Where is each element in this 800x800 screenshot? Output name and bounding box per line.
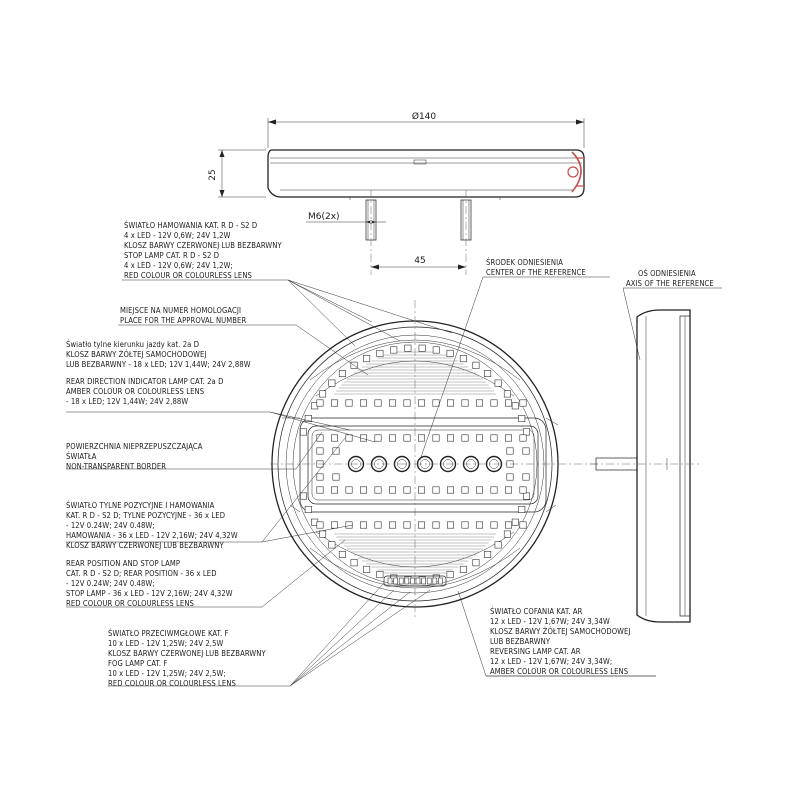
svg-text:10 x LED - 12V 1,25W; 24V 2,5W: 10 x LED - 12V 1,25W; 24V 2,5W xyxy=(108,639,224,648)
led-cell xyxy=(331,435,337,441)
svg-text:RED COLOUR OR COLOURLESS LENS: RED COLOUR OR COLOURLESS LENS xyxy=(108,679,236,688)
svg-text:RED COLOUR OR COLOURLESS LENS: RED COLOUR OR COLOURLESS LENS xyxy=(66,599,194,608)
led-cell xyxy=(375,435,381,441)
led-cell xyxy=(491,522,497,528)
led-cell xyxy=(447,487,453,493)
led-cell xyxy=(329,542,335,548)
led-cell xyxy=(460,566,466,572)
led-cell xyxy=(491,487,497,493)
fog-led xyxy=(433,578,437,584)
led-cell xyxy=(520,522,526,528)
led-cell xyxy=(505,487,511,493)
led-cell xyxy=(317,522,323,528)
fog-led xyxy=(394,578,398,584)
led-cell xyxy=(389,522,395,528)
svg-text:POWIERZCHNIA NIEPRZEPUSZCZAJĄC: POWIERZCHNIA NIEPRZEPUSZCZAJĄCA xyxy=(66,442,203,451)
top-view xyxy=(208,111,584,275)
label-reversing-lamp xyxy=(490,607,631,676)
svg-text:NON-TRANSPARENT BORDER: NON-TRANSPARENT BORDER xyxy=(66,462,167,471)
svg-text:REVERSING LAMP CAT. AR: REVERSING LAMP CAT. AR xyxy=(490,647,581,656)
label-fog-lamp xyxy=(108,629,266,688)
led-cell xyxy=(519,506,525,512)
led-cell xyxy=(520,435,526,441)
led-cell xyxy=(300,429,306,435)
led-cell xyxy=(319,531,325,537)
led-cell xyxy=(484,551,490,557)
svg-text:AMBER COLOUR OR COLOURLESS LE: AMBER COLOUR OR COLOURLESS LENS xyxy=(490,667,629,676)
label-direction-indicator xyxy=(66,340,251,406)
led-cell xyxy=(305,506,311,512)
led-cell xyxy=(462,400,468,406)
svg-text:KLOSZ BARWY CZERWONEJ LUB BEZB: KLOSZ BARWY CZERWONEJ LUB BEZBARWNY xyxy=(108,649,266,658)
led-cell xyxy=(473,362,479,368)
led-cell xyxy=(317,400,323,406)
led-cell xyxy=(473,559,479,565)
led-cell xyxy=(363,355,369,361)
led-cell xyxy=(495,380,501,386)
svg-text:STOP LAMP - 36 x LED - 12V 2,1: STOP LAMP - 36 x LED - 12V 2,16W; 24V 4,32W xyxy=(66,589,233,598)
led-cell xyxy=(317,487,323,493)
led-cell xyxy=(419,345,425,351)
led-cell xyxy=(363,566,369,572)
led-cell xyxy=(520,400,526,406)
led-cell xyxy=(339,370,345,376)
led-cell xyxy=(404,435,410,441)
led-cell xyxy=(476,522,482,528)
led-cell xyxy=(512,519,518,525)
led-cell xyxy=(391,347,397,353)
led-cell xyxy=(360,400,366,406)
svg-text:4 x LED - 12V 0,6W; 24V 1,2W;: 4 x LED - 12V 0,6W; 24V 1,2W; xyxy=(124,261,233,270)
led-cell xyxy=(333,448,339,454)
svg-text:AMBER COLOUR OR COLOURLESS LE: AMBER COLOUR OR COLOURLESS LENS xyxy=(66,387,205,396)
led-cell xyxy=(520,487,526,493)
led-cell xyxy=(331,487,337,493)
svg-text:ŚWIATŁO HAMOWANIA KAT. R D - S: ŚWIATŁO HAMOWANIA KAT. R D - S2 D xyxy=(124,221,258,230)
svg-text:- 12V 0.24W; 24V 0.48W;: - 12V 0.24W; 24V 0.48W; xyxy=(66,579,155,588)
led-cell xyxy=(319,391,325,397)
led-cell xyxy=(389,487,395,493)
led-cell xyxy=(389,400,395,406)
svg-text:Światło tylne kierunku jazdy k: Światło tylne kierunku jazdy kat. 2a D xyxy=(66,340,200,349)
led-cell xyxy=(346,400,352,406)
svg-text:AXIS OF THE REFERENCE: AXIS OF THE REFERENCE xyxy=(626,279,714,288)
led-cell xyxy=(317,448,323,454)
fog-led xyxy=(422,578,426,584)
svg-text:ŚWIATŁA: ŚWIATŁA xyxy=(66,452,97,461)
led-cell xyxy=(505,400,511,406)
svg-text:LUB BEZBARWNY - 18 x LED; 12V: LUB BEZBARWNY - 18 x LED; 12V 1,44W; 24V 2,88W xyxy=(66,360,251,369)
led-cell xyxy=(329,380,335,386)
fog-led xyxy=(405,578,409,584)
led-cell xyxy=(404,487,410,493)
led-cell xyxy=(346,435,352,441)
led-cell xyxy=(491,435,497,441)
led-cell xyxy=(375,400,381,406)
svg-text:STOP LAMP CAT. R D - S2 D: STOP LAMP CAT. R D - S2 D xyxy=(124,251,220,260)
led-cell xyxy=(360,522,366,528)
led-cell xyxy=(447,350,453,356)
led-cell xyxy=(460,355,466,361)
fog-led xyxy=(410,578,414,584)
svg-text:KLOSZ BARWY ŻÓŁTEJ SAMOCHODOWE: KLOSZ BARWY ŻÓŁTEJ SAMOCHODOWEJ xyxy=(66,350,207,359)
led-cell xyxy=(331,522,337,528)
svg-text:- 18 x LED; 12V 1,44W; 24V 2,8: - 18 x LED; 12V 1,44W; 24V 2,88W xyxy=(66,397,189,406)
fog-led xyxy=(388,578,392,584)
label-non-transparent-border xyxy=(66,442,203,471)
diameter-dimension: Ø140 xyxy=(411,112,437,122)
led-cell xyxy=(404,522,410,528)
label-stop-lamp xyxy=(124,221,282,280)
svg-text:REAR DIRECTION INDICATOR LAMP: REAR DIRECTION INDICATOR LAMP CAT. 2a D xyxy=(66,377,224,386)
svg-text:CAT. R D - S2 D; REAR POSITION: CAT. R D - S2 D; REAR POSITION - 36 x LED xyxy=(66,569,217,578)
led-cell xyxy=(433,435,439,441)
led-cell xyxy=(495,542,501,548)
led-cell xyxy=(360,487,366,493)
led-cell xyxy=(462,522,468,528)
svg-text:ŚWIATŁO TYLNE POZYCYJNE I HAMO: ŚWIATŁO TYLNE POZYCYJNE I HAMOWANIA xyxy=(66,501,215,510)
label-position-stop-lamp xyxy=(66,501,238,608)
led-cell xyxy=(484,370,490,376)
led-cell xyxy=(523,448,529,454)
svg-text:HAMOWANIA - 36 x LED - 12V 2,1: HAMOWANIA - 36 x LED - 12V 2,16W; 24V 4,32W xyxy=(66,531,238,540)
led-cell xyxy=(523,474,529,480)
svg-text:- 12V 0.24W; 24V 0.48W;: - 12V 0.24W; 24V 0.48W; xyxy=(66,521,155,530)
led-cell xyxy=(462,435,468,441)
led-cell xyxy=(433,347,439,353)
svg-text:KLOSZ BARWY CZERWONEJ LUB BEZB: KLOSZ BARWY CZERWONEJ LUB BEZBARWNY xyxy=(124,241,282,250)
led-cell xyxy=(375,487,381,493)
led-cell xyxy=(507,448,513,454)
side-view xyxy=(590,310,700,622)
label-approval-number xyxy=(120,306,246,325)
led-cell xyxy=(418,400,424,406)
svg-text:OŚ ODNIESIENIA: OŚ ODNIESIENIA xyxy=(638,269,696,278)
led-cell xyxy=(375,522,381,528)
led-cell xyxy=(351,559,357,565)
led-cell xyxy=(346,522,352,528)
led-cell xyxy=(418,522,424,528)
svg-text:KLOSZ BARWY ŻÓŁTEJ SAMOCHODOWE: KLOSZ BARWY ŻÓŁTEJ SAMOCHODOWEJ xyxy=(490,627,631,636)
led-cell xyxy=(523,429,529,435)
led-cell xyxy=(512,403,518,409)
fog-led xyxy=(416,578,420,584)
height-dimension: 25 xyxy=(208,169,218,181)
led-cell xyxy=(519,415,525,421)
svg-text:ŚWIATŁO COFANIA KAT. AR: ŚWIATŁO COFANIA KAT. AR xyxy=(490,607,583,616)
fog-led xyxy=(399,578,403,584)
stud-thread-dimension: M6(2x) xyxy=(308,212,340,222)
svg-text:10 x LED - 12V 1,25W; 24V 2,5W: 10 x LED - 12V 1,25W; 24V 2,5W; xyxy=(108,669,226,678)
svg-text:KAT. R D - S2 D; TYLNE POZYCYJ: KAT. R D - S2 D; TYLNE POZYCYJNE - 36 x LED xyxy=(66,511,226,520)
led-cell xyxy=(523,493,529,499)
led-cell xyxy=(462,487,468,493)
led-cell xyxy=(504,391,510,397)
svg-text:12 x LED - 12V 1,67W; 24V 3,34: 12 x LED - 12V 1,67W; 24V 3,34W xyxy=(490,617,610,626)
svg-text:PLACE FOR THE APPROVAL NUMBER: PLACE FOR THE APPROVAL NUMBER xyxy=(120,316,247,325)
stud-spacing-dimension: 45 xyxy=(414,256,426,266)
led-cell xyxy=(476,435,482,441)
led-cell xyxy=(507,474,513,480)
led-cell xyxy=(476,487,482,493)
led-cell xyxy=(331,400,337,406)
led-cell xyxy=(389,435,395,441)
led-cell xyxy=(491,400,497,406)
led-cell xyxy=(476,400,482,406)
svg-text:MIEJSCE NA NUMER HOMOLOGACJI: MIEJSCE NA NUMER HOMOLOGACJI xyxy=(120,306,242,315)
svg-text:RED COLOUR OR COLOURLESS LENS: RED COLOUR OR COLOURLESS LENS xyxy=(124,271,252,280)
svg-text:FOG LAMP CAT. F: FOG LAMP CAT. F xyxy=(108,659,168,668)
label-axis-reference xyxy=(626,269,714,288)
led-cell xyxy=(418,435,424,441)
led-cell xyxy=(377,571,383,577)
led-cell xyxy=(404,400,410,406)
fog-led xyxy=(438,578,442,584)
led-cell xyxy=(418,487,424,493)
led-cell xyxy=(433,487,439,493)
led-cell xyxy=(505,522,511,528)
svg-text:ŚWIATŁO PRZECIWMGŁOWE KAT. F: ŚWIATŁO PRZECIWMGŁOWE KAT. F xyxy=(108,629,229,638)
led-cell xyxy=(405,345,411,351)
led-cell xyxy=(447,522,453,528)
led-cell xyxy=(333,474,339,480)
svg-text:ŚRODEK ODNIESIENIA: ŚRODEK ODNIESIENIA xyxy=(486,258,564,267)
led-cell xyxy=(447,400,453,406)
fog-led xyxy=(427,578,431,584)
led-cell xyxy=(504,531,510,537)
led-cell xyxy=(339,551,345,557)
svg-text:CENTER OF THE REFERENCE: CENTER OF THE REFERENCE xyxy=(486,268,586,277)
led-cell xyxy=(300,493,306,499)
led-cell xyxy=(317,474,323,480)
led-cell xyxy=(447,571,453,577)
leader-lines xyxy=(66,277,722,686)
led-cell xyxy=(505,435,511,441)
svg-text:REAR POSITION AND STOP LAMP: REAR POSITION AND STOP LAMP xyxy=(66,559,181,568)
label-center-reference xyxy=(486,258,586,277)
led-cell xyxy=(447,435,453,441)
led-cell xyxy=(377,350,383,356)
led-cell xyxy=(346,487,352,493)
svg-text:LUB BEZBARWNY: LUB BEZBARWNY xyxy=(490,637,551,646)
led-cell xyxy=(433,400,439,406)
svg-text:4 x LED - 12V 0,6W; 24V 1,2W: 4 x LED - 12V 0,6W; 24V 1,2W xyxy=(124,231,231,240)
svg-text:KLOSZ BARWY CZERWONEJ LUB BEZB: KLOSZ BARWY CZERWONEJ LUB BEZBARWNY xyxy=(66,541,224,550)
svg-text:12 x LED - 12V 1,67W; 24V 3,34: 12 x LED - 12V 1,67W; 24V 3,34W; xyxy=(490,657,613,666)
led-cell xyxy=(433,522,439,528)
